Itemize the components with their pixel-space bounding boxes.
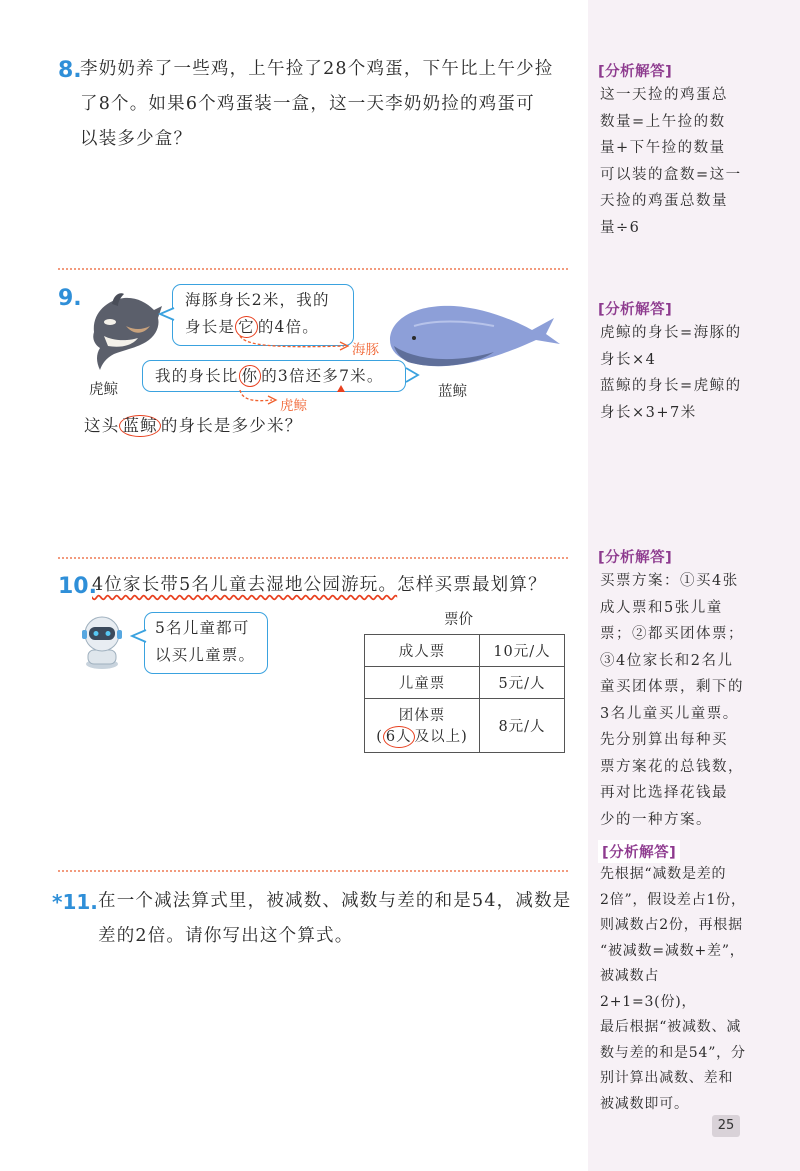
question-8-text [80,52,553,157]
circled-word-it: 它 [235,316,258,338]
section-divider [58,557,568,559]
group-ticket-line-1: 团体票 [398,707,446,724]
analysis-11-text [600,862,750,1117]
bubble-tail [404,366,420,384]
bubble-tail [130,628,148,644]
analysis-10-line: 票方案花的总钱数， [600,758,744,775]
question-9-post: 的身长是多少米？ [160,416,303,435]
caret-mark [336,384,346,394]
ticket-price-cell: 5元/人 [480,667,565,699]
analysis-11-line: 2倍”，假设差占1份， [600,891,746,908]
analysis-10-line: 成人票和5张儿童 [600,599,723,616]
ticket-name-cell: 儿童票 [365,667,480,699]
whale-bubble-pre: 我的身长比 [155,367,239,385]
section-divider [58,268,568,270]
orca-bubble-line-2-post: 的4倍。 [257,318,319,336]
blue-whale-illustration [384,300,564,376]
ticket-price-cell: 8元/人 [480,699,565,753]
analysis-11-line: 最后根据“被减数、减 [600,1019,742,1035]
group-ticket-line-2-post: 及以上) [414,728,468,745]
robot-icon [78,614,126,670]
analysis-8-title: [分析解答] [598,64,673,80]
analysis-10-line: 少的一种方案。 [600,811,712,828]
analysis-11-line: 被减数即可。 [600,1095,689,1112]
table-row [365,699,565,753]
analysis-10-line: 3名儿童买儿童票。 [600,705,739,722]
analysis-11-line: 被减数占2+1=3(份)， [600,968,697,1010]
robot-bubble-line-2: 以买儿童票。 [155,646,256,664]
analysis-11-line: “被减数=减数+差”， [600,942,745,959]
question-10-text-underlined: 4位家长带5名儿童去湿地公园游玩。 [92,575,398,595]
analysis-11-line: 别计算出减数、差和 [600,1070,734,1086]
analysis-8-line: 这一天捡的鸡蛋总 [600,87,728,103]
question-10-text-rest: 怎样买票最划算？ [397,575,547,595]
dolphin-tag: 海豚 [352,342,379,358]
analysis-11-line: 数与差的和是54”，分 [600,1044,746,1061]
ticket-name-cell [365,699,480,753]
price-table-caption: 票价 [444,612,473,628]
analysis-10-text [600,568,750,833]
section-divider [58,870,568,872]
analysis-8-line: 天捡的鸡蛋总数量 [600,193,728,209]
question-11-number: *11. [52,890,98,914]
analysis-9-line: 虎鲸的身长=海豚的 [600,325,742,341]
analysis-8-line: 量+下午捡的数量 [600,140,726,156]
question-8-number: 8. [58,58,82,83]
circled-word-blue-whale: 蓝鲸 [119,415,160,437]
question-10-number: 10. [58,574,97,599]
analysis-10-line: 童买团体票，剩下的 [600,679,744,695]
question-11-text [98,884,571,954]
dolphin-dashed-arrow [236,334,356,354]
question-11-line-1: 在一个减法算式里，被减数、减数与差的和是54，减数是 [98,891,572,911]
bubble-tail [158,306,176,322]
blue-whale-label: 蓝鲸 [438,384,467,400]
analysis-10-title: [分析解答] [598,550,673,566]
robot-bubble-line-1: 5名儿童都可 [155,619,250,637]
orca-tag: 虎鲸 [280,398,307,414]
analysis-9-line: 蓝鲸的身长=虎鲸的 [600,378,742,394]
question-8-line-3: 以装多少盒？ [80,129,193,149]
orca-bubble-line-1: 海豚身长2米，我的 [185,291,330,309]
ticket-price-cell: 10元/人 [480,635,565,667]
question-10-text [92,568,547,603]
group-ticket-line-2 [366,725,478,748]
paren-open: ( [376,728,383,745]
orca-label: 虎鲸 [89,382,118,398]
analysis-11-line: 先根据“减数是差的 [600,866,727,882]
table-row [365,667,565,699]
analysis-10-line: 买票方案：①买4张 [600,573,739,589]
question-9-pre: 这头 [84,416,120,435]
analysis-10-line: ③4位家长和2名儿 [600,652,734,669]
analysis-9-text [600,320,750,426]
question-11-line-2: 差的2倍。请你写出这个算式。 [98,926,354,946]
ticket-name-cell: 成人票 [365,635,480,667]
question-9-number: 9. [58,286,82,311]
robot-speech-bubble [144,612,268,674]
analysis-8-text [600,82,750,241]
analysis-9-line: 身长×4 [600,351,657,368]
analysis-10-line: 先分别算出每种买 [600,732,728,748]
circled-six-people: 6人 [383,726,415,748]
analysis-10-line: 再对比选择花钱最 [600,785,728,801]
question-8-line-1: 李奶奶养了一些鸡，上午捡了28个鸡蛋，下午比上午少捡 [80,59,554,79]
price-table [364,634,565,753]
analysis-8-line: 数量=上午捡的数 [600,113,726,130]
analysis-11-line: 则减数占2份，再根据 [600,917,743,933]
orca-bubble-line-2-pre: 身长是 [185,318,236,336]
whale-bubble-post: 的3倍还多7米。 [261,367,384,385]
analysis-11-title: [分析解答] [598,840,680,863]
analysis-9-title: [分析解答] [598,302,673,318]
question-9-text [84,408,302,443]
analysis-10-line: 票；②都买团体票； [600,626,744,642]
table-row [365,635,565,667]
analysis-9-line: 身长×3+7米 [600,404,697,421]
orca-dashed-arrow [236,388,282,410]
analysis-8-line: 可以装的盒数=这一 [600,166,742,183]
analysis-8-line: 量÷6 [600,219,641,236]
question-8-line-2: 了8个。如果6个鸡蛋装一盒，这一天李奶奶捡的鸡蛋可 [80,94,535,114]
page-number: 25 [712,1115,740,1137]
circled-word-you: 你 [239,365,262,387]
